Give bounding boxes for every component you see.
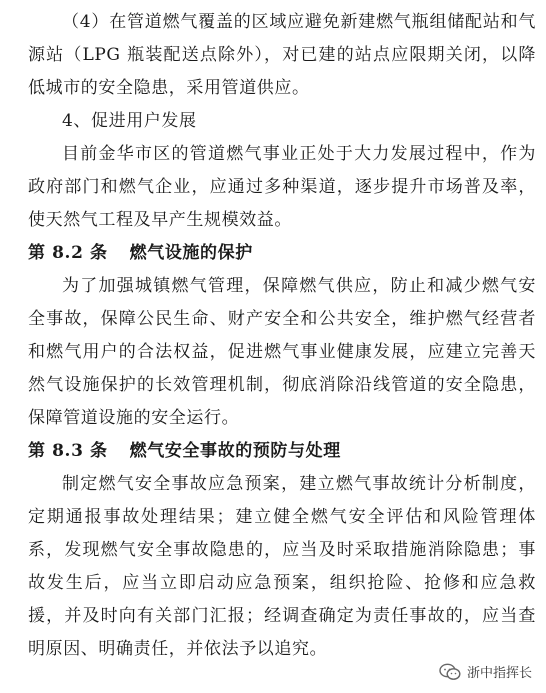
section-number: 第 8.3 条 [28,441,108,461]
section-title: 燃气安全事故的预防与处理 [129,441,341,461]
paragraph-jinhua-gas: 目前金华市区的管道燃气事业正处于大力发展过程中，作为政府部门和燃气企业，应通过多种渠道，逐步提升市场普及率，使天然气工程及早产生规模效益。 [28,144,536,230]
wechat-icon [439,663,461,681]
section-heading-8-2 [28,237,536,270]
watermark-text: 浙中指挥长 [466,666,532,681]
paragraph-accident-prevention: 制定燃气安全事故应急预案，建立燃气事故统计分析制度，定期通报事故处理结果；建立健全燃气安全评估和风险管理体系，发现燃气安全事故隐患的，应当及时采取措施消除隐患；事故发生后，应当立即启动应急预案，组织抢险、抢修和应急救援，并及时向有关部门汇报；经调查确定为责任事故的，应当查明原因、明确责任，并依法予以追究。 [28,474,536,659]
section-heading-8-3 [28,435,536,468]
paragraph-lpg-station: （4）在管道燃气覆盖的区域应避免新建燃气瓶组储配站和气源站（LPG 瓶装配送点除外），对已建的站点应限期关闭，以降低城市的安全隐患，采用管道供应。 [28,12,536,98]
section-number: 第 8.2 条 [28,243,108,263]
watermark [435,660,536,683]
paragraph-promote-users: 4、促进用户发展 [62,111,197,131]
section-title: 燃气设施的保护 [129,243,253,263]
paragraph-facility-protection: 为了加强城镇燃气管理，保障燃气供应，防止和减少燃气安全事故，保障公民生命、财产安全和公共安全，维护燃气经营者和燃气用户的合法权益，促进燃气事业健康发展，应建立完善天然气设施保护的长效管理机制，彻底消除沿线管道的安全隐患，保障管道设施的安全运行。 [28,276,536,428]
